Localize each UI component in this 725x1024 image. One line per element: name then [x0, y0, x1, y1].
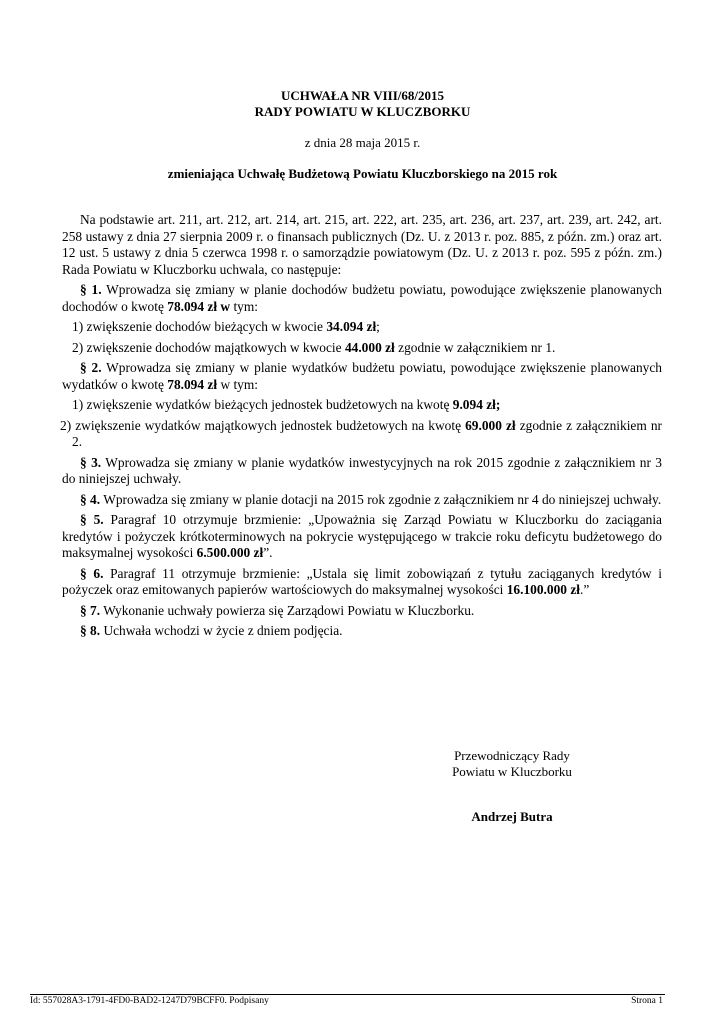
section-8: § 8. Uchwała wchodzi w życie z dniem podjęcia. [80, 623, 343, 638]
signature-role-line-2: Powiatu w Kluczborku [452, 764, 572, 779]
document-body [62, 212, 662, 644]
section-7: § 7. Wykonanie uchwały powierza się Zarządowi Powiatu w Kluczborku. [80, 602, 475, 618]
footer-divider [30, 994, 665, 995]
signature-role-line-1: Przewodniczący Rady [454, 748, 570, 763]
section-5: § 5. Paragraf 10 otrzymuje brzmienie: „Upoważnia się Zarząd Powiatu w Kluczborku do zaciągania kredytów i pożyczek krótkoterminowych na pokrycie występującego w trakcie roku deficytu budżetowego do maksymalnej wysokości 6.500.000 zł”. [62, 512, 663, 560]
section-3: § 3. Wprowadza się zmiany w planie wydatków inwestycyjnych na rok 2015 zgodnie z załącznikiem nr 3 do niniejszej uchwały. [62, 454, 662, 486]
section-2-item-1: 1) zwiększenie wydatków bieżących jednostek budżetowych na kwotę 9.094 zł; [72, 397, 501, 412]
section-1-item-1: 1) zwiększenie dochodów bieżących w kwocie 34.094 zł; [72, 319, 380, 334]
section-1: § 1. Wprowadza się zmiany w planie dochodów budżetu powiatu, powodujące zwiększenie planowanych dochodów o kwotę 78.094 zł w tym: [62, 282, 662, 314]
footer-document-id: Id: 557028A3-1791-4FD0-BAD2-1247D79BCFF0. Podpisany [30, 996, 269, 1006]
section-6: § 6. Paragraf 11 otrzymuje brzmienie: „Ustala się limit zobowiązań z tytułu zaciąganych kredytów i pożyczek oraz emitowanych papierów wartościowych do maksymalnej wysokości 16.100.000 zł.” [62, 565, 662, 597]
document-date: z dnia 28 maja 2015 r. [304, 135, 421, 150]
section-4: § 4. Wprowadza się zmiany w planie dotacji na 2015 rok zgodnie z załącznikiem nr 4 do niniejszej uchwały. [80, 491, 662, 507]
document-subject: zmieniająca Uchwałę Budżetową Powiatu Kluczborskiego na 2015 rok [167, 166, 558, 181]
section-2-item-2: 2) zwiększenie wydatków majątkowych jednostek budżetowych na kwotę 69.000 zł zgodnie z załącznikiem nr 2. [60, 417, 662, 449]
section-2: § 2. Wprowadza się zmiany w planie wydatków budżetu powiatu, powodujące zwiększenie planowanych wydatków o kwotę 78.094 zł w tym: [62, 360, 662, 392]
title-line-2: RADY POWIATU W KLUCZBORKU [254, 104, 471, 119]
preamble: Na podstawie art. 211, art. 212, art. 214, art. 215, art. 222, art. 235, art. 236, art. 237, art. 239, art. 242, art. 258 ustawy z dnia 27 sierpnia 2009 r. o finansach publicznych (Dz. U. z 2013 r. poz. 885, z późn. zm.) oraz art. 12 ust. 5 ustawy z dnia 5 czerwca 1998 r. o samorządzie powiatowym (Dz. U. z 2013 r. poz. 595 z późn. zm.) Rada Powiatu w Kluczborku uchwala, co następuje: [62, 212, 662, 277]
footer-page-number: Strona 1 [631, 996, 663, 1006]
section-1-item-2: 2) zwiększenie dochodów majątkowych w kwocie 44.000 zł zgodnie w załącznikiem nr 1. [72, 339, 556, 355]
signature-name: Andrzej Butra [471, 809, 553, 824]
section-mark: § 1. [80, 282, 102, 297]
title-line-1: UCHWAŁA NR VIII/68/2015 [280, 88, 444, 103]
